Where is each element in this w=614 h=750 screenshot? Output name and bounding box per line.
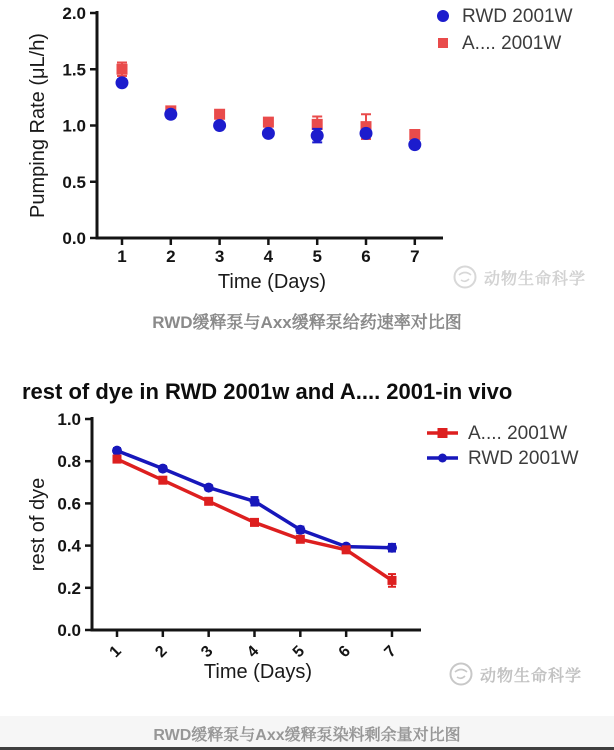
x-tick-label: 4 — [263, 247, 274, 266]
data-point — [296, 535, 305, 544]
data-point — [311, 129, 324, 142]
x-tick-label: 1 — [106, 642, 125, 662]
x-tick-label: 3 — [198, 642, 217, 662]
y-tick-label: 1.0 — [57, 410, 81, 429]
data-point — [117, 64, 128, 75]
legend-marker — [438, 454, 447, 463]
data-point — [158, 476, 167, 485]
chart1-caption: RWD缓释泵与Axx缓释泵给药速率对比图 — [152, 313, 462, 332]
legend-label: A.... 2001W — [462, 33, 562, 54]
data-point — [295, 525, 305, 535]
x-tick-label: 6 — [361, 247, 371, 266]
y-tick-label: 0.5 — [62, 172, 86, 192]
watermark-text: 动物生命科学 — [480, 667, 583, 685]
data-point — [262, 127, 275, 140]
x-tick-label: 2 — [152, 642, 171, 662]
legend-marker — [438, 38, 448, 48]
y-axis-label: Pumping Rate (μL/h) — [27, 33, 49, 218]
x-tick-label: 7 — [381, 642, 400, 662]
data-point — [342, 545, 351, 554]
data-point — [164, 108, 177, 121]
x-tick-label: 2 — [166, 247, 176, 266]
x-tick-label: 5 — [312, 247, 322, 266]
x-tick-label: 1 — [117, 247, 127, 266]
y-tick-label: 0.0 — [57, 621, 81, 640]
legend-marker — [437, 10, 449, 22]
chart-title: rest of dye in RWD 2001w and A.... 2001-in vivo — [22, 379, 513, 404]
chart2-caption: RWD缓释泵与Axx缓释泵染料剩余量对比图 — [153, 727, 461, 744]
data-point — [263, 117, 274, 128]
data-point — [204, 497, 213, 506]
x-tick-label: 3 — [214, 247, 225, 266]
data-point — [360, 127, 373, 140]
legend-label: RWD 2001W — [462, 6, 573, 27]
y-tick-label: 0.6 — [57, 494, 81, 514]
data-point — [387, 576, 396, 585]
y-tick-label: 0.8 — [57, 452, 81, 472]
rest-of-dye-chart — [0, 360, 614, 710]
x-tick-label: 4 — [243, 642, 263, 662]
x-tick-label: 7 — [410, 247, 420, 266]
data-point — [158, 464, 168, 474]
pumping-rate-chart — [0, 0, 614, 300]
legend-label: A.... 2001W — [468, 423, 568, 444]
y-axis-label: rest of dye — [27, 477, 49, 572]
y-tick-label: 0.2 — [57, 578, 81, 598]
y-tick-label: 2.0 — [62, 4, 86, 23]
y-tick-label: 1.5 — [62, 60, 86, 80]
data-point — [113, 455, 122, 464]
data-point — [408, 138, 421, 151]
x-axis-label: Time (Days) — [203, 661, 313, 683]
data-point — [204, 483, 214, 493]
x-tick-label: 6 — [335, 642, 354, 662]
data-point — [213, 119, 226, 132]
legend-label: RWD 2001W — [468, 448, 579, 469]
data-point — [116, 76, 129, 89]
data-point — [249, 496, 259, 506]
data-point — [250, 518, 259, 527]
watermark-text: 动物生命科学 — [484, 270, 587, 288]
legend-marker — [438, 428, 448, 438]
y-tick-label: 0.0 — [62, 229, 86, 248]
data-point — [112, 446, 122, 456]
y-tick-label: 1.0 — [62, 116, 86, 136]
x-axis-label: Time (Days) — [217, 271, 327, 293]
data-point — [214, 109, 225, 120]
data-point — [387, 543, 397, 553]
x-tick-label: 5 — [289, 642, 309, 662]
y-tick-label: 0.4 — [57, 536, 81, 556]
